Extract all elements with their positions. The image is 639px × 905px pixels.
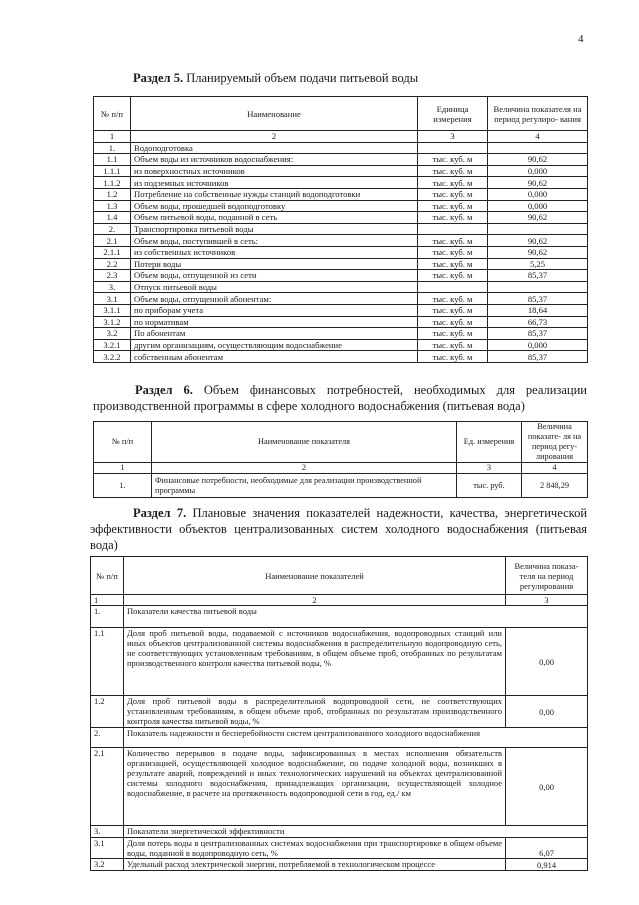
index-cell: 1	[94, 131, 131, 143]
col-header-value: Величина показате- ля на период регу- лирования	[522, 422, 588, 463]
row-name: Водоподготовка	[131, 142, 418, 154]
section6-table-body	[94, 463, 588, 498]
row-num: 3.2	[91, 859, 124, 871]
section7-title-bold: Раздел 7.	[133, 506, 187, 520]
table-row	[91, 628, 588, 696]
row-name: Показатель надежности и бесперебойности систем централизованного холодного водоснабжения	[124, 728, 588, 748]
page-number: 4	[578, 33, 584, 45]
row-name: из подземных источников	[131, 177, 418, 189]
table-row	[94, 154, 588, 166]
row-value: 85,37	[488, 293, 588, 305]
section5-title-text: Планируемый объем подачи питьевой воды	[186, 71, 419, 85]
row-value	[488, 142, 588, 154]
table-row	[91, 859, 588, 871]
row-unit: тыс. куб. м	[418, 165, 488, 177]
row-num: 3.1	[94, 293, 131, 305]
col-header-name: Наименование показателей	[124, 557, 506, 595]
row-unit: тыс. куб. м	[418, 200, 488, 212]
table-row	[94, 258, 588, 270]
index-cell: 2	[152, 463, 457, 474]
row-value: 0,000	[488, 200, 588, 212]
row-num: 3.1.1	[94, 304, 131, 316]
row-name: Объем воды, отпущенной абонентам:	[131, 293, 418, 305]
row-unit	[418, 142, 488, 154]
index-cell: 3	[418, 131, 488, 143]
table-row	[94, 304, 588, 316]
col-header-unit: Единица измерения	[418, 97, 488, 131]
row-num: 1.2	[91, 696, 124, 728]
section7-title-text: Плановые значения показателей надежности, качества, энергетической эффективности объектов централизованных систем холодного водоснабжения (питьевая вода)	[90, 506, 588, 552]
table-row	[94, 246, 588, 258]
row-unit: тыс. куб. м	[418, 316, 488, 328]
table-row	[94, 165, 588, 177]
row-num: 2.	[94, 223, 131, 235]
row-num: 3.1.2	[94, 316, 131, 328]
row-value: 18,64	[488, 304, 588, 316]
row-unit	[418, 281, 488, 293]
col-header-unit: Ед. измерения	[457, 422, 522, 463]
row-value: 0,000	[488, 339, 588, 351]
row-unit: тыс. куб. м	[418, 304, 488, 316]
row-value: 0,00	[506, 696, 588, 728]
row-unit: тыс. руб.	[457, 474, 522, 498]
row-num: 3.	[91, 826, 124, 838]
row-name: из собственных источников	[131, 246, 418, 258]
row-value: 0,00	[506, 748, 588, 826]
row-num: 2.1	[91, 748, 124, 826]
section5-title-bold: Раздел 5.	[133, 71, 184, 85]
row-num: 1.	[91, 606, 124, 628]
row-name: по приборам учета	[131, 304, 418, 316]
section6-title-bold: Раздел 6.	[135, 383, 193, 397]
row-value	[488, 223, 588, 235]
row-value: 90,62	[488, 246, 588, 258]
row-value: 85,37	[488, 351, 588, 363]
row-value: 6,07	[506, 838, 588, 859]
row-name: Потребление на собственные нужды станций водоподготовки	[131, 188, 418, 200]
row-value: 0,000	[488, 165, 588, 177]
row-name: Количество перерывов в подаче воды, зафиксированных в местах исполнения обязательств организацией, осуществляющей холодное водоснабжение, по подаче холодной воды, возникших в результате аварий, повреждений и иных технологических нарушений на объектах централизованной системы холодного водоснабжения, принадлежащих организации, осуществляющей холодное водоснабжение, в расчете на протяженность водопроводной сети в год, ед./ км	[124, 748, 506, 826]
row-num: 3.2.1	[94, 339, 131, 351]
table-row	[94, 270, 588, 282]
section6-title	[93, 382, 587, 414]
row-name: Объем воды, поступившей в сеть:	[131, 235, 418, 247]
table-row	[94, 281, 588, 293]
col-header-num: № п/п	[94, 97, 131, 131]
row-name: Показатели качества питьевой воды	[124, 606, 588, 628]
row-num: 1.	[94, 142, 131, 154]
row-unit: тыс. куб. м	[418, 154, 488, 166]
table-row	[94, 293, 588, 305]
section7-table	[90, 556, 588, 871]
index-row	[94, 131, 588, 143]
col-header-name: Наименование показателя	[152, 422, 457, 463]
row-name: Доля проб питьевой воды, подаваемой с источников водоснабжения, водопроводных станций или иных объектов централизованной системы водоснабжения в распределительную водопроводную сеть, не соответствующих установленным требованиям, в общем объеме проб, отобранных по результатам производственного контроля качества питьевой воды, %	[124, 628, 506, 696]
row-value: 90,62	[488, 177, 588, 189]
row-value: 0,00	[506, 628, 588, 696]
row-num: 2.	[91, 728, 124, 748]
row-unit: тыс. куб. м	[418, 270, 488, 282]
row-value: 90,62	[488, 212, 588, 224]
row-unit: тыс. куб. м	[418, 258, 488, 270]
row-value: 0,000	[488, 188, 588, 200]
row-value: 0,914	[506, 859, 588, 871]
table-row	[94, 235, 588, 247]
section5-title	[133, 70, 553, 86]
row-num: 3.	[94, 281, 131, 293]
table-row	[94, 316, 588, 328]
section6-title-text: Объем финансовых потребностей, необходимых для реализации производственной программы в сфере холодного водоснабжения (питьевая вода)	[93, 383, 587, 413]
table-row	[94, 188, 588, 200]
row-name: Объем воды, прошедшей водоподготовку	[131, 200, 418, 212]
section7-table-body	[91, 595, 588, 871]
row-unit: тыс. куб. м	[418, 339, 488, 351]
section5-table-body	[94, 131, 588, 363]
row-unit: тыс. куб. м	[418, 188, 488, 200]
section6-table	[93, 421, 588, 498]
row-num: 1.1.1	[94, 165, 131, 177]
row-value: 90,62	[488, 235, 588, 247]
row-name: по нормативам	[131, 316, 418, 328]
col-header-name: Наименование	[131, 97, 418, 131]
row-name: Доля проб питьевой воды в распределительной водопроводной сети, не соответствующих установленным требованиям, в общем объеме проб, отобранных по результатам производственного контроля качества питьевой воды, %	[124, 696, 506, 728]
row-unit: тыс. куб. м	[418, 351, 488, 363]
index-row	[94, 463, 588, 474]
row-num: 2.1.1	[94, 246, 131, 258]
row-name: Объем воды, отпущенной из сети	[131, 270, 418, 282]
index-row	[91, 595, 588, 606]
row-unit: тыс. куб. м	[418, 246, 488, 258]
row-name: другим организациям, осуществляющим водоснабжение	[131, 339, 418, 351]
row-name: Отпуск питьевой воды	[131, 281, 418, 293]
section5-table	[93, 96, 588, 363]
row-unit	[418, 223, 488, 235]
table-row	[94, 223, 588, 235]
row-name: Транспортировка питьевой воды	[131, 223, 418, 235]
table-row	[94, 142, 588, 154]
row-num: 3.1	[91, 838, 124, 859]
row-name: Потери воды	[131, 258, 418, 270]
row-num: 1.2	[94, 188, 131, 200]
index-cell: 3	[457, 463, 522, 474]
row-num: 2.3	[94, 270, 131, 282]
row-name: Финансовые потребности, необходимые для реализации производственной программы	[152, 474, 457, 498]
table-row	[94, 328, 588, 340]
index-cell: 3	[506, 595, 588, 606]
index-cell: 2	[124, 595, 506, 606]
index-cell: 4	[488, 131, 588, 143]
table-row	[91, 826, 588, 838]
row-unit: тыс. куб. м	[418, 177, 488, 189]
row-value: 85,37	[488, 270, 588, 282]
row-name: собственным абонентам	[131, 351, 418, 363]
row-unit: тыс. куб. м	[418, 293, 488, 305]
row-name: Объем питьевой воды, поданной в сеть	[131, 212, 418, 224]
row-value: 90,62	[488, 154, 588, 166]
table-row	[94, 474, 588, 498]
row-value: 85,37	[488, 328, 588, 340]
row-name: Удельный расход электрической энергии, потребляемой в технологическом процессе	[124, 859, 506, 871]
table-row	[91, 748, 588, 826]
row-unit: тыс. куб. м	[418, 328, 488, 340]
table-row	[91, 838, 588, 859]
index-cell: 1	[91, 595, 124, 606]
row-name: Объем воды из источников водоснабжения:	[131, 154, 418, 166]
row-num: 2.1	[94, 235, 131, 247]
row-name: из поверхностных источников	[131, 165, 418, 177]
index-cell: 1	[94, 463, 152, 474]
row-name: Показатели энергетической эффективности	[124, 826, 588, 838]
row-num: 1.	[94, 474, 152, 498]
col-header-value: Величина показателя на период регулиро- вания	[488, 97, 588, 131]
row-unit: тыс. куб. м	[418, 212, 488, 224]
table-row	[94, 177, 588, 189]
table-row	[91, 728, 588, 748]
row-num: 3.2.2	[94, 351, 131, 363]
table-row	[94, 339, 588, 351]
row-num: 1.1	[94, 154, 131, 166]
row-value: 66,73	[488, 316, 588, 328]
table-row	[94, 200, 588, 212]
table-row	[91, 606, 588, 628]
row-num: 1.1	[91, 628, 124, 696]
table-row	[91, 696, 588, 728]
col-header-num: № п/п	[91, 557, 124, 595]
col-header-num: № п/п	[94, 422, 152, 463]
index-cell: 4	[522, 463, 588, 474]
row-value: 5,25	[488, 258, 588, 270]
index-cell: 2	[131, 131, 418, 143]
row-value	[488, 281, 588, 293]
row-num: 1.3	[94, 200, 131, 212]
row-num: 2.2	[94, 258, 131, 270]
table-row	[94, 351, 588, 363]
row-num: 1.4	[94, 212, 131, 224]
row-unit: тыс. куб. м	[418, 235, 488, 247]
row-num: 3.2	[94, 328, 131, 340]
row-name: Доля потерь воды в централизованных системах водоснабжения при транспортировке в общем объеме воды, поданной в водопроводную сеть, %	[124, 838, 506, 859]
col-header-value: Величина показа- теля на период регулирования	[506, 557, 588, 595]
row-value: 2 848,29	[522, 474, 588, 498]
row-name: По абонентам	[131, 328, 418, 340]
row-num: 1.1.2	[94, 177, 131, 189]
table-row	[94, 212, 588, 224]
section7-title	[90, 505, 587, 553]
